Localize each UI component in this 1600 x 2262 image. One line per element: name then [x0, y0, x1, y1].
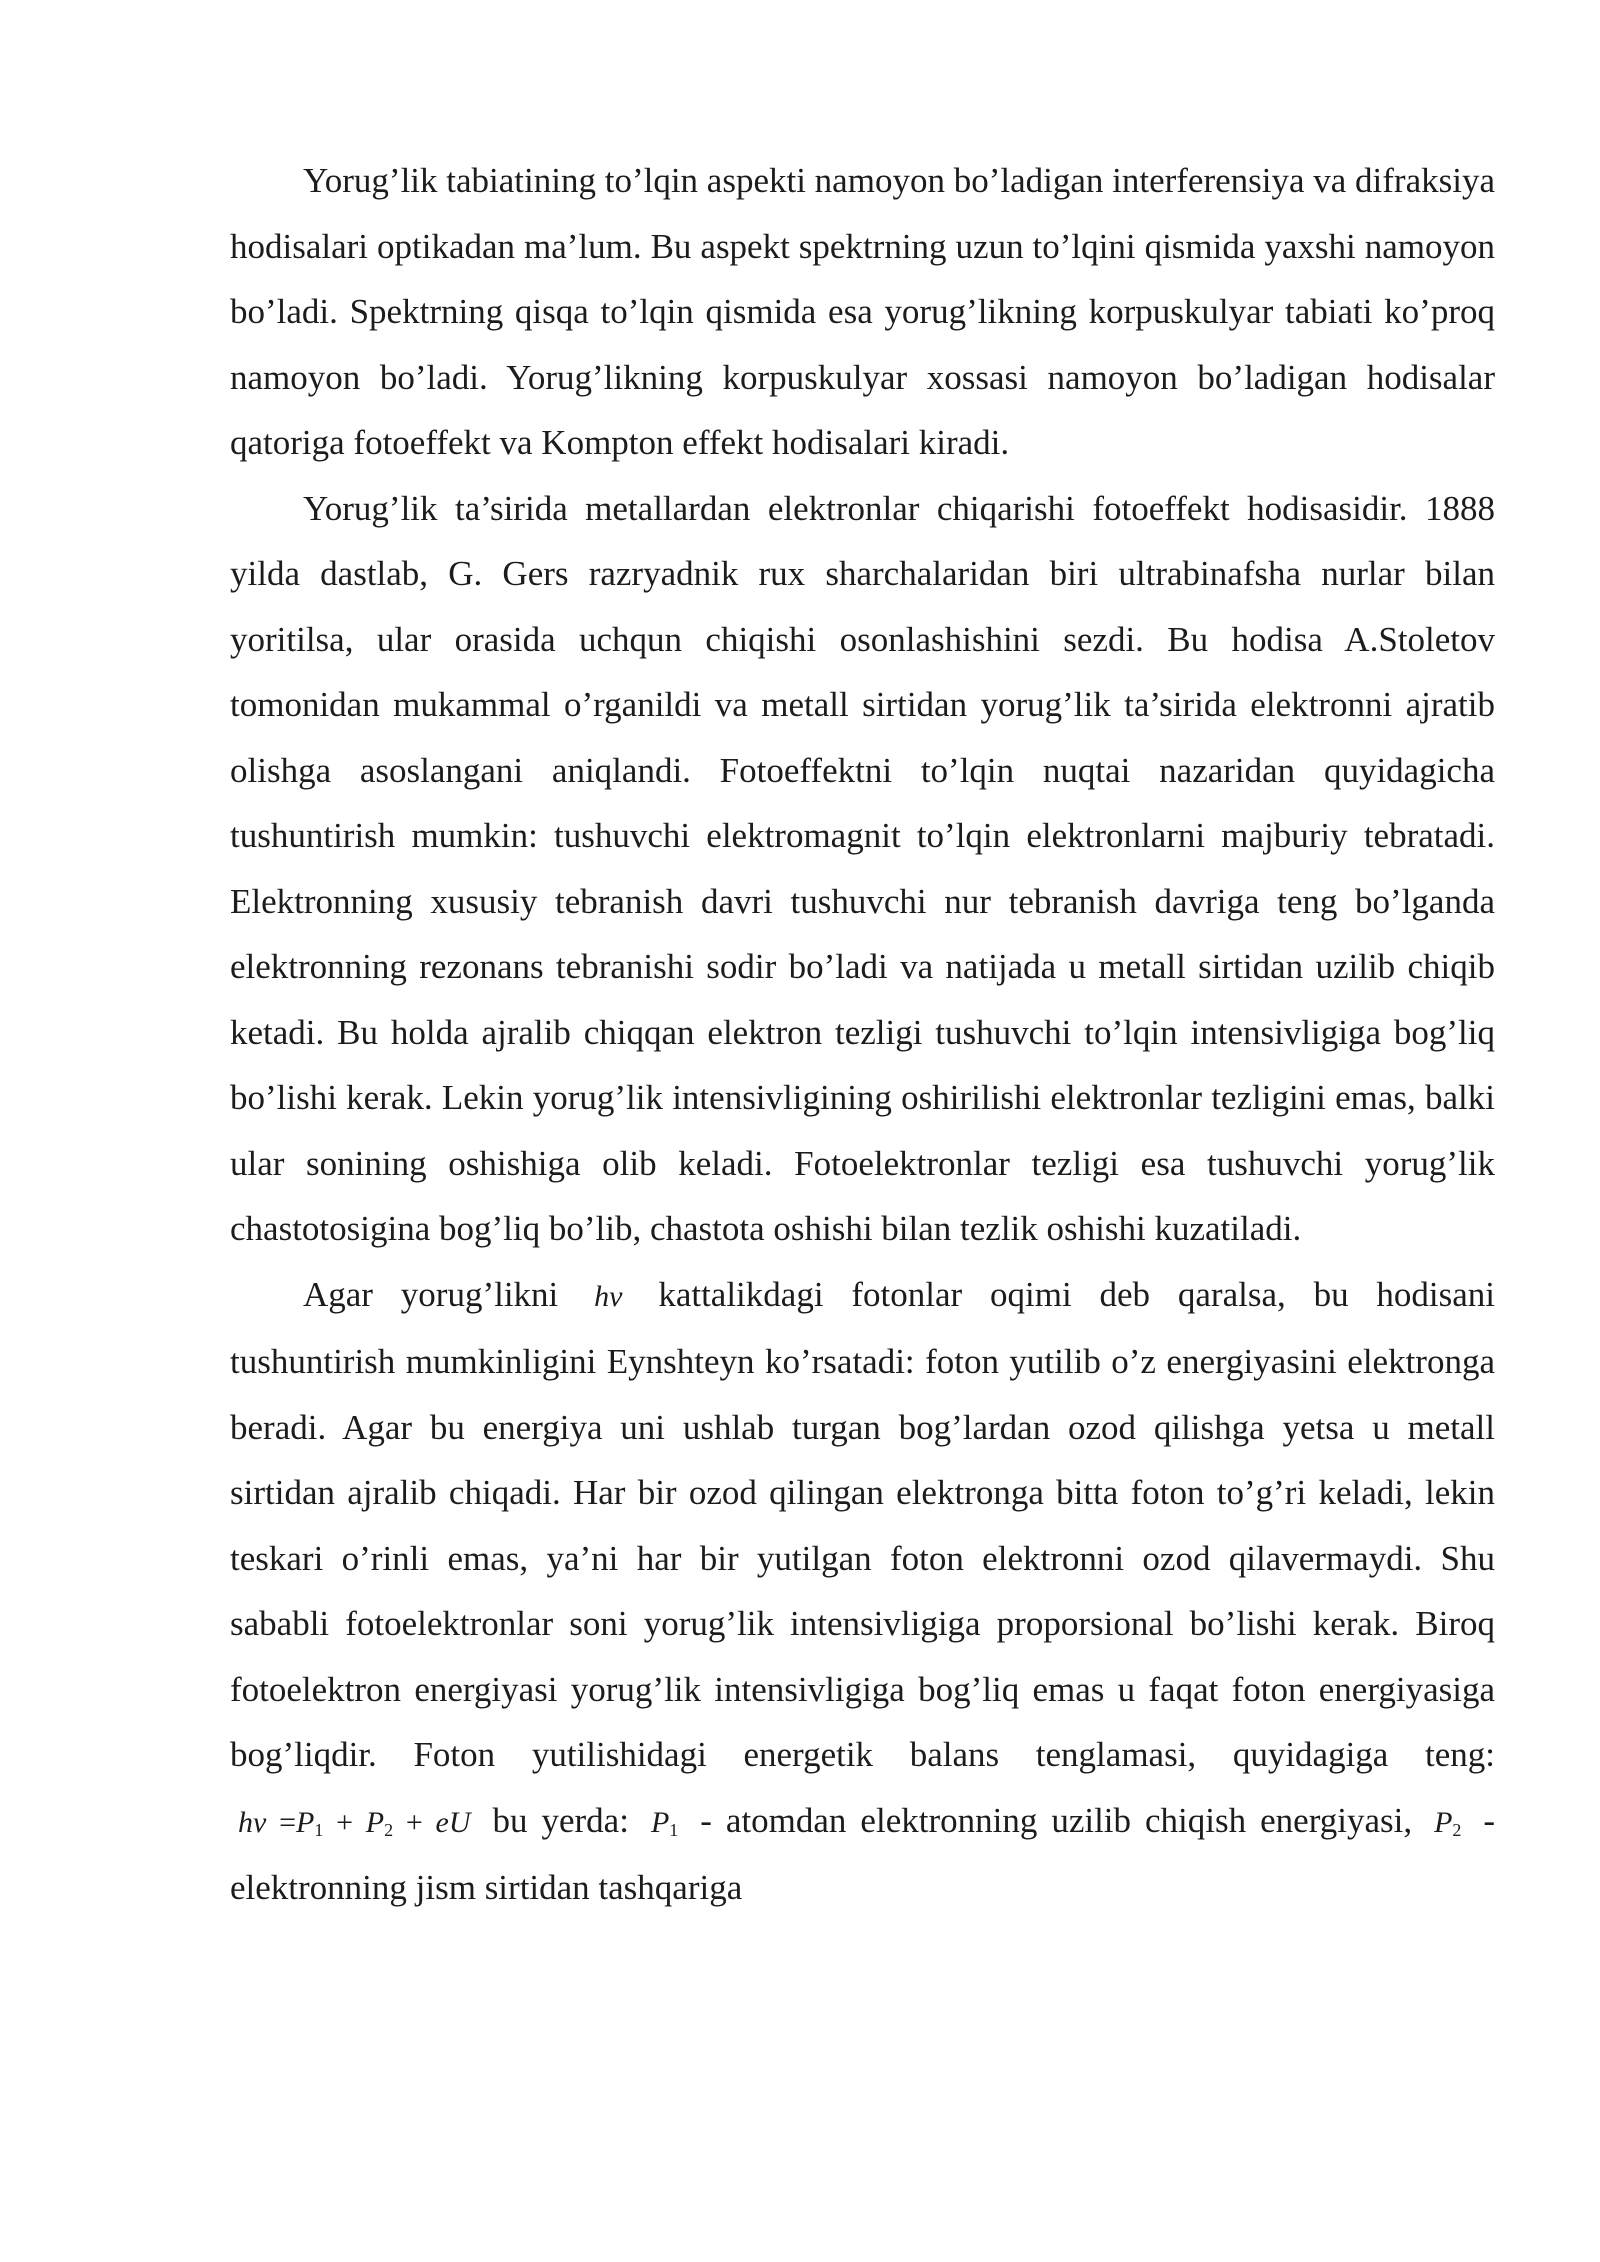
paragraph-wave-corpuscular: Yorug’lik tabiatining to’lqin aspekti namoyon bo’ladigan interferensiya va difraksiya hodisalari optikadan ma’lum. Bu aspekt spektrning uzun to’lqini qismida yaxshi namoyon bo’ladi. Spektrning qisqa to’lqin qismida esa yorug’likning korpuskulyar tabiati ko’proq namoyon bo’ladi. Yorug’likning korpuskulyar xossasi namoyon bo’ladigan hodisalar qatoriga fotoeffekt va Kompton effekt hodisalari kiradi.: [230, 161, 1495, 462]
text-segment: - elektronning jism sirtidan tashqariga: [230, 1800, 1496, 1907]
plus-sign: +: [336, 1805, 353, 1839]
symbol-h: h: [238, 1805, 253, 1839]
equals-sign: =: [279, 1805, 296, 1839]
body-text: [230, 148, 1495, 1921]
text-segment: - atomdan elektronning uzilib chiqish energiyasi,: [700, 1800, 1413, 1840]
subscript: 2: [1452, 1819, 1462, 1840]
symbol-p: P: [365, 1805, 385, 1839]
symbol-nu: ν: [609, 1279, 623, 1313]
symbol-p: P: [1434, 1805, 1453, 1839]
symbol-eu: eU: [435, 1805, 471, 1839]
symbol-nu: ν: [253, 1805, 267, 1839]
text-segment: kattalikdagi fotonlar oqimi deb qaralsa, bu hodisani tushuntirish mumkinligini Eynshteyn ko’rsatadi: foton yutilib o’z energiyasini elektronga beradi. Agar bu energiya uni ushlab turgan bog’lardan ozod qilishga yetsa u metall sirtidan ajralib chiqadi. Har bir ozod qilingan elektronga bitta foton to’g’ri keladi, lekin teskari o’rinli emas, ya’ni har bir yutilgan foton elektronni ozod qilavermaydi. Shu sababli fotoelektronlar soni yorug’lik intensivligiga proporsional bo’lishi kerak. Biroq fotoelektron energiyasi yorug’lik intensivligiga bog’liq emas u faqat foton energiyasiga bog’liqdir. Foton yutilishidagi energetik balans tenglamasi, quyidagiga teng:: [230, 1274, 1496, 1774]
symbol-p: P: [650, 1805, 670, 1839]
paragraph-einstein-explanation: [230, 1262, 1495, 1921]
formula-energy-balance: [230, 1806, 478, 1839]
symbol-p: P: [296, 1805, 315, 1839]
symbol-h: h: [594, 1279, 610, 1313]
plus-sign: +: [405, 1805, 423, 1839]
subscript: 2: [384, 1819, 394, 1840]
text-segment: Agar yorug’likni: [303, 1274, 559, 1314]
formula-photon-energy: [586, 1280, 630, 1313]
formula-p2: [1426, 1806, 1469, 1839]
subscript: 1: [314, 1819, 324, 1840]
formula-p1: [643, 1806, 686, 1839]
subscript: 1: [669, 1819, 679, 1840]
text-segment: bu yerda:: [492, 1800, 629, 1840]
paragraph-photoeffect-history: Yorug’lik ta’sirida metallardan elektronlar chiqarishi fotoeffekt hodisasidir. 1888 yilda dastlab, G. Gers razryadnik rux sharchalaridan biri ultrabinafsha nurlar bilan yoritilsa, ular orasida uchqun chiqishi osonlashishini sezdi. Bu hodisa A.Stoletov tomonidan mukammal o’rganildi va metall sirtidan yorug’lik ta’sirida elektronni ajratib olishga asoslangani aniqlandi. Fotoeffektni to’lqin nuqtai nazaridan quyidagicha tushuntirish mumkin: tushuvchi elektromagnit to’lqin elektronlarni majburiy tebratadi. Elektronning xususiy tebranish davri tushuvchi nur tebranish davriga teng bo’lganda elektronning rezonans tebranishi sodir bo’ladi va natijada u metall sirtidan uzilib chiqib ketadi. Bu holda ajralib chiqqan elektron tezligi tushuvchi to’lqin intensivligiga bog’liq bo’lishi kerak. Lekin yorug’lik intensivligining oshirilishi elektronlar tezligini emas, balki ular sonining oshishiga olib keladi. Fotoelektronlar tezligi esa tushuvchi yorug’lik chastotosigina bog’liq bo’lib, chastota oshishi bilan tezlik oshishi kuzatiladi.: [230, 488, 1495, 1248]
